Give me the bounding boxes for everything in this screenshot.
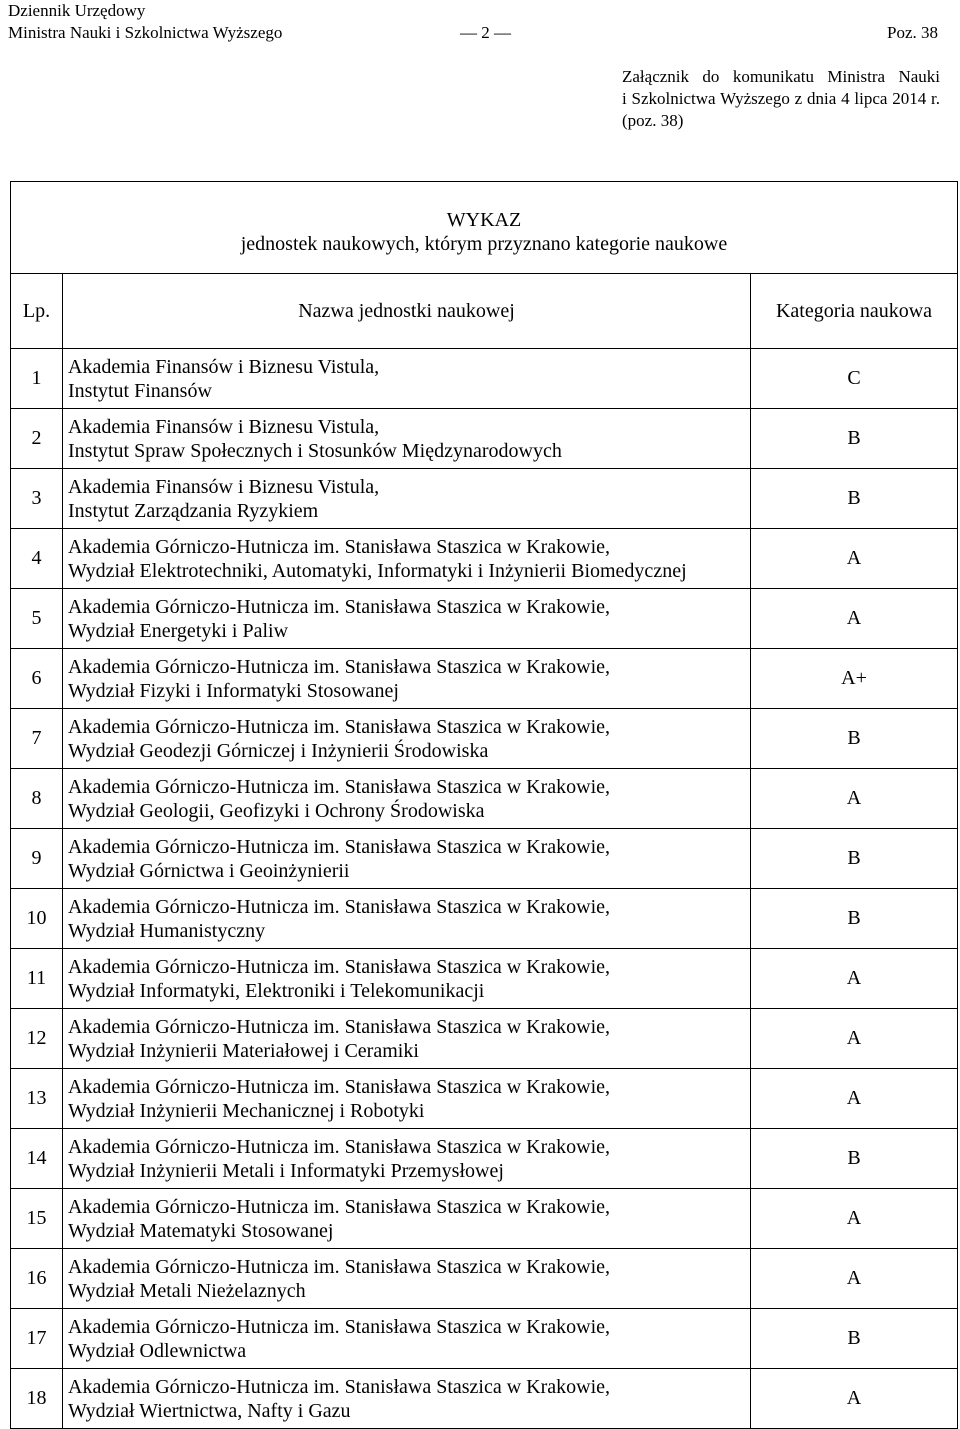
row-unit-name (63, 1189, 751, 1249)
table-row (11, 589, 958, 649)
table-row (11, 1009, 958, 1069)
unit-department: Wydział Geologii, Geofizyki i Ochrony Środowiska (68, 799, 485, 822)
unit-department: Wydział Górnictwa i Geoinżynierii (68, 859, 350, 882)
row-lp: 13 (11, 1069, 63, 1129)
row-category: A (751, 1189, 958, 1249)
unit-institution: Akademia Górniczo-Hutnicza im. Stanisława Staszica w Krakowie, (68, 1135, 611, 1158)
row-category: B (751, 409, 958, 469)
unit-institution: Akademia Finansów i Biznesu Vistula, (68, 415, 380, 438)
row-lp: 3 (11, 469, 63, 529)
unit-department: Wydział Wiertnictwa, Nafty i Gazu (68, 1399, 351, 1422)
unit-department: Wydział Inżynierii Metali i Informatyki Przemysłowej (68, 1159, 504, 1182)
unit-institution: Akademia Górniczo-Hutnicza im. Stanisława Staszica w Krakowie, (68, 715, 611, 738)
document-title (10, 181, 958, 273)
row-category: A (751, 1369, 958, 1429)
unit-department: Wydział Odlewnictwa (68, 1339, 247, 1362)
row-category: B (751, 829, 958, 889)
table-row (11, 769, 958, 829)
table-row (11, 709, 958, 769)
row-unit-name (63, 589, 751, 649)
table-body (11, 349, 958, 1429)
row-unit-name (63, 769, 751, 829)
unit-department: Wydział Inżynierii Mechanicznej i Robotyki (68, 1099, 425, 1122)
publication-name: Dziennik Urzędowy (8, 1, 146, 20)
table-header-row (11, 274, 958, 349)
row-lp: 5 (11, 589, 63, 649)
header-lp: Lp. (11, 274, 63, 349)
unit-institution: Akademia Górniczo-Hutnicza im. Stanisława Staszica w Krakowie, (68, 1375, 611, 1398)
row-category: A (751, 949, 958, 1009)
row-unit-name (63, 1129, 751, 1189)
row-unit-name (63, 1369, 751, 1429)
row-unit-name (63, 469, 751, 529)
unit-department: Instytut Spraw Społecznych i Stosunków Międzynarodowych (68, 439, 562, 462)
title-line-2: jednostek naukowych, którym przyznano kategorie naukowe (240, 233, 728, 255)
position-number: Poz. 38 (887, 23, 938, 42)
row-lp: 10 (11, 889, 63, 949)
row-lp: 1 (11, 349, 63, 409)
unit-institution: Akademia Górniczo-Hutnicza im. Stanisława Staszica w Krakowie, (68, 1075, 611, 1098)
row-unit-name (63, 529, 751, 589)
row-lp: 15 (11, 1189, 63, 1249)
unit-department: Wydział Metali Nieżelaznych (68, 1279, 306, 1302)
unit-department: Instytut Finansów (68, 379, 212, 402)
row-unit-name (63, 1309, 751, 1369)
table-row (11, 1309, 958, 1369)
unit-institution: Akademia Górniczo-Hutnicza im. Stanisława Staszica w Krakowie, (68, 1315, 611, 1338)
row-unit-name (63, 649, 751, 709)
table-row (11, 349, 958, 409)
unit-institution: Akademia Górniczo-Hutnicza im. Stanisława Staszica w Krakowie, (68, 835, 611, 858)
table-row (11, 949, 958, 1009)
unit-department: Wydział Inżynierii Materiałowej i Ceramiki (68, 1039, 419, 1062)
unit-institution: Akademia Finansów i Biznesu Vistula, (68, 355, 380, 378)
row-lp: 8 (11, 769, 63, 829)
row-lp: 17 (11, 1309, 63, 1369)
table-row (11, 829, 958, 889)
unit-institution: Akademia Górniczo-Hutnicza im. Stanisława Staszica w Krakowie, (68, 595, 611, 618)
page-number: — 2 — (460, 23, 511, 42)
unit-department: Wydział Fizyki i Informatyki Stosowanej (68, 679, 399, 702)
annex-line-3: (poz. 38) (622, 111, 684, 130)
table-row (11, 409, 958, 469)
row-unit-name (63, 889, 751, 949)
table-row (11, 649, 958, 709)
row-category: B (751, 709, 958, 769)
unit-department: Wydział Geodezji Górniczej i Inżynierii Środowiska (68, 739, 489, 762)
table-row (11, 1129, 958, 1189)
unit-institution: Akademia Górniczo-Hutnicza im. Stanisława Staszica w Krakowie, (68, 955, 611, 978)
row-lp: 6 (11, 649, 63, 709)
table-row (11, 1249, 958, 1309)
row-unit-name (63, 409, 751, 469)
row-unit-name (63, 829, 751, 889)
annex-note (622, 66, 940, 132)
table-row (11, 1369, 958, 1429)
row-lp: 16 (11, 1249, 63, 1309)
row-unit-name (63, 1249, 751, 1309)
row-lp: 18 (11, 1369, 63, 1429)
annex-line-1: Załącznik do komunikatu Ministra Nauki (622, 67, 940, 86)
row-unit-name (63, 1069, 751, 1129)
row-lp: 9 (11, 829, 63, 889)
title-line-1: WYKAZ (446, 209, 522, 231)
table-row (11, 889, 958, 949)
unit-department: Wydział Energetyki i Paliw (68, 619, 289, 642)
row-unit-name (63, 349, 751, 409)
table-row (11, 1189, 958, 1249)
unit-institution: Akademia Górniczo-Hutnicza im. Stanisława Staszica w Krakowie, (68, 775, 611, 798)
annex-line-2: i Szkolnictwa Wyższego z dnia 4 lipca 2014 r. (622, 89, 940, 108)
row-unit-name (63, 949, 751, 1009)
page-header-left (8, 0, 282, 44)
unit-department: Wydział Humanistyczny (68, 919, 266, 942)
table-row (11, 1069, 958, 1129)
row-category: B (751, 889, 958, 949)
units-table (10, 273, 958, 1429)
row-unit-name (63, 709, 751, 769)
row-unit-name (63, 1009, 751, 1069)
unit-department: Wydział Elektrotechniki, Automatyki, Informatyki i Inżynierii Biomedycznej (68, 559, 687, 582)
table-row (11, 529, 958, 589)
row-category: C (751, 349, 958, 409)
row-lp: 11 (11, 949, 63, 1009)
unit-department: Wydział Matematyki Stosowanej (68, 1219, 334, 1242)
unit-department: Instytut Zarządzania Ryzykiem (68, 499, 319, 522)
unit-institution: Akademia Górniczo-Hutnicza im. Stanisława Staszica w Krakowie, (68, 1015, 611, 1038)
row-category: A (751, 529, 958, 589)
unit-institution: Akademia Górniczo-Hutnicza im. Stanisława Staszica w Krakowie, (68, 1255, 611, 1278)
row-lp: 12 (11, 1009, 63, 1069)
header-category: Kategoria naukowa (751, 274, 958, 349)
header-unit-name: Nazwa jednostki naukowej (63, 274, 751, 349)
row-category: A (751, 589, 958, 649)
row-lp: 14 (11, 1129, 63, 1189)
row-category: B (751, 1309, 958, 1369)
row-category: A (751, 1009, 958, 1069)
unit-institution: Akademia Górniczo-Hutnicza im. Stanisława Staszica w Krakowie, (68, 655, 611, 678)
row-category: A (751, 1069, 958, 1129)
unit-institution: Akademia Górniczo-Hutnicza im. Stanisława Staszica w Krakowie, (68, 1195, 611, 1218)
row-lp: 2 (11, 409, 63, 469)
unit-institution: Akademia Finansów i Biznesu Vistula, (68, 475, 380, 498)
row-category: A (751, 1249, 958, 1309)
row-category: A (751, 769, 958, 829)
unit-institution: Akademia Górniczo-Hutnicza im. Stanisława Staszica w Krakowie, (68, 895, 611, 918)
row-category: B (751, 469, 958, 529)
ministry-name: Ministra Nauki i Szkolnictwa Wyższego (8, 23, 283, 42)
row-lp: 4 (11, 529, 63, 589)
table-row (11, 469, 958, 529)
row-category: B (751, 1129, 958, 1189)
row-lp: 7 (11, 709, 63, 769)
unit-department: Wydział Informatyki, Elektroniki i Telekomunikacji (68, 979, 485, 1002)
unit-institution: Akademia Górniczo-Hutnicza im. Stanisława Staszica w Krakowie, (68, 535, 611, 558)
row-category: A+ (751, 649, 958, 709)
